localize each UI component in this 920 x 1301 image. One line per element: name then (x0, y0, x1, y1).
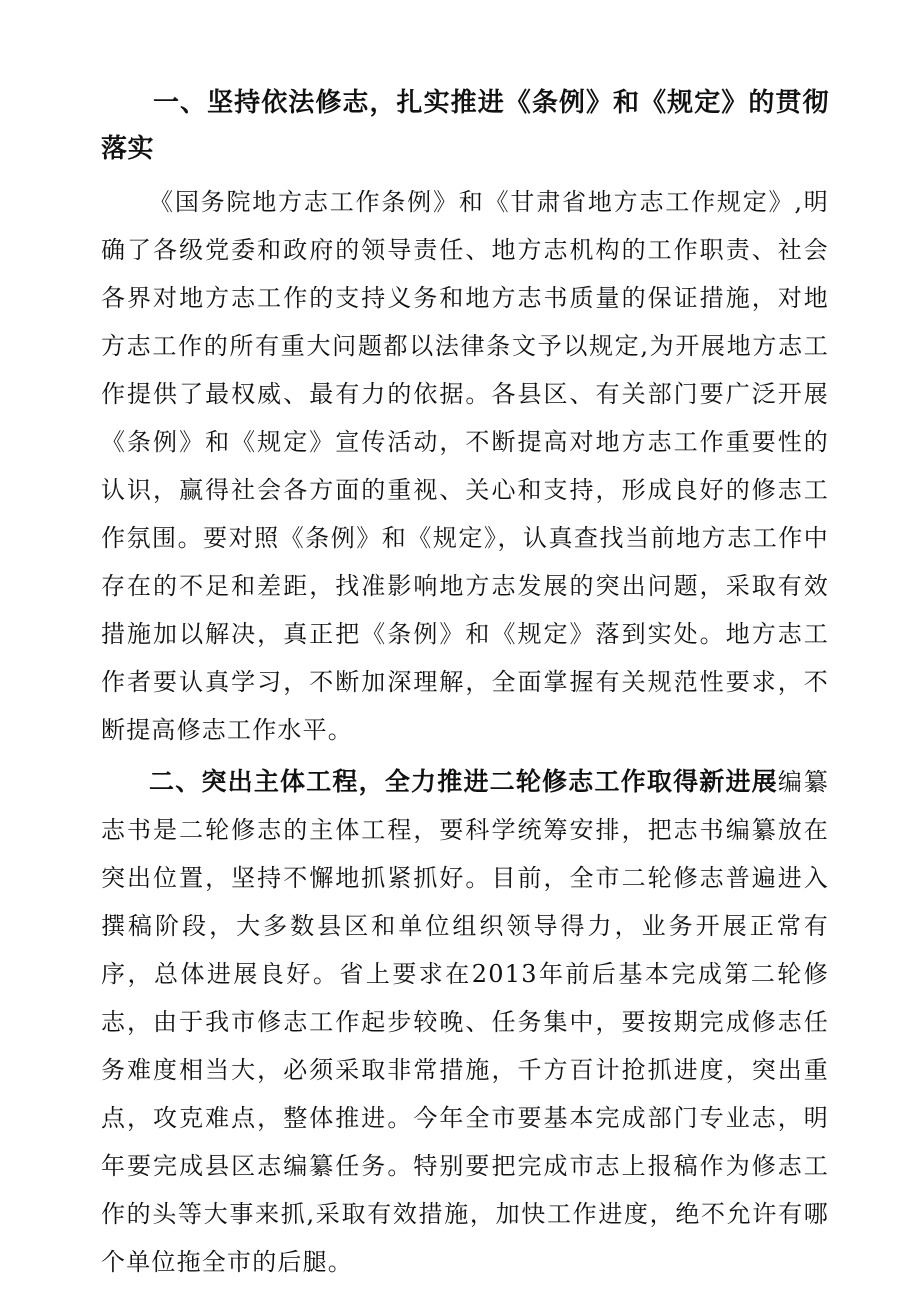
section-2-paragraph (101, 758, 829, 1286)
section-2-heading: 二、突出主体工程，全力推进二轮修志工作取得新进展 (149, 767, 778, 796)
section-1-paragraph: 《国务院地方志工作条例》和《甘肃省地方志工作规定》,明确了各级党委和政府的领导责任、地方志机构的工作职责、社会各界对地方志工作的支持义务和地方志书质量的保证措施，对地方志工作的所有重大问题都以法律条文予以规定,为开展地方志工作提供了最权威、最有力的依据。各县区、有关部门要广泛开展《条例》和《规定》宣传活动，不断提高对地方志工作重要性的认识，赢得社会各方面的重视、关心和支持，形成良好的修志工作氛围。要对照《条例》和《规定》，认真查找当前地方志工作中存在的不足和差距，找准影响地方志发展的突出问题，采取有效措施加以解决，真正把《条例》和《规定》落到实处。地方志工作者要认真学习，不断加深理解，全面掌握有关规范性要求，不断提高修志工作水平。 (101, 188, 829, 744)
section-2-body: 编纂志书是二轮修志的主体工程，要科学统筹安排，把志书编纂放在突出位置，坚持不懈地抓紧抓好。目前，全市二轮修志普遍进入撰稿阶段，大多数县区和单位组织领导得力，业务开展正常有序，总体进展良好。省上要求在2013年前后基本完成第二轮修志，由于我市修志工作起步较晚、任务集中，要按期完成修志任务难度相当大，必须采取非常措施，千方百计抢抓进度，突出重点，攻克难点，整体推进。今年全市要基本完成部门专业志，明年要完成县区志编纂任务。特别要把完成市志上报稿作为修志工作的头等大事来抓,采取有效措施，加快工作进度，绝不允许有哪个单位拖全市的后腿。 (101, 768, 829, 1276)
section-1-heading: 一、坚持依法修志，扎实推进《条例》和《规定》的贯彻落实 (101, 88, 829, 164)
document-page (101, 80, 829, 1286)
